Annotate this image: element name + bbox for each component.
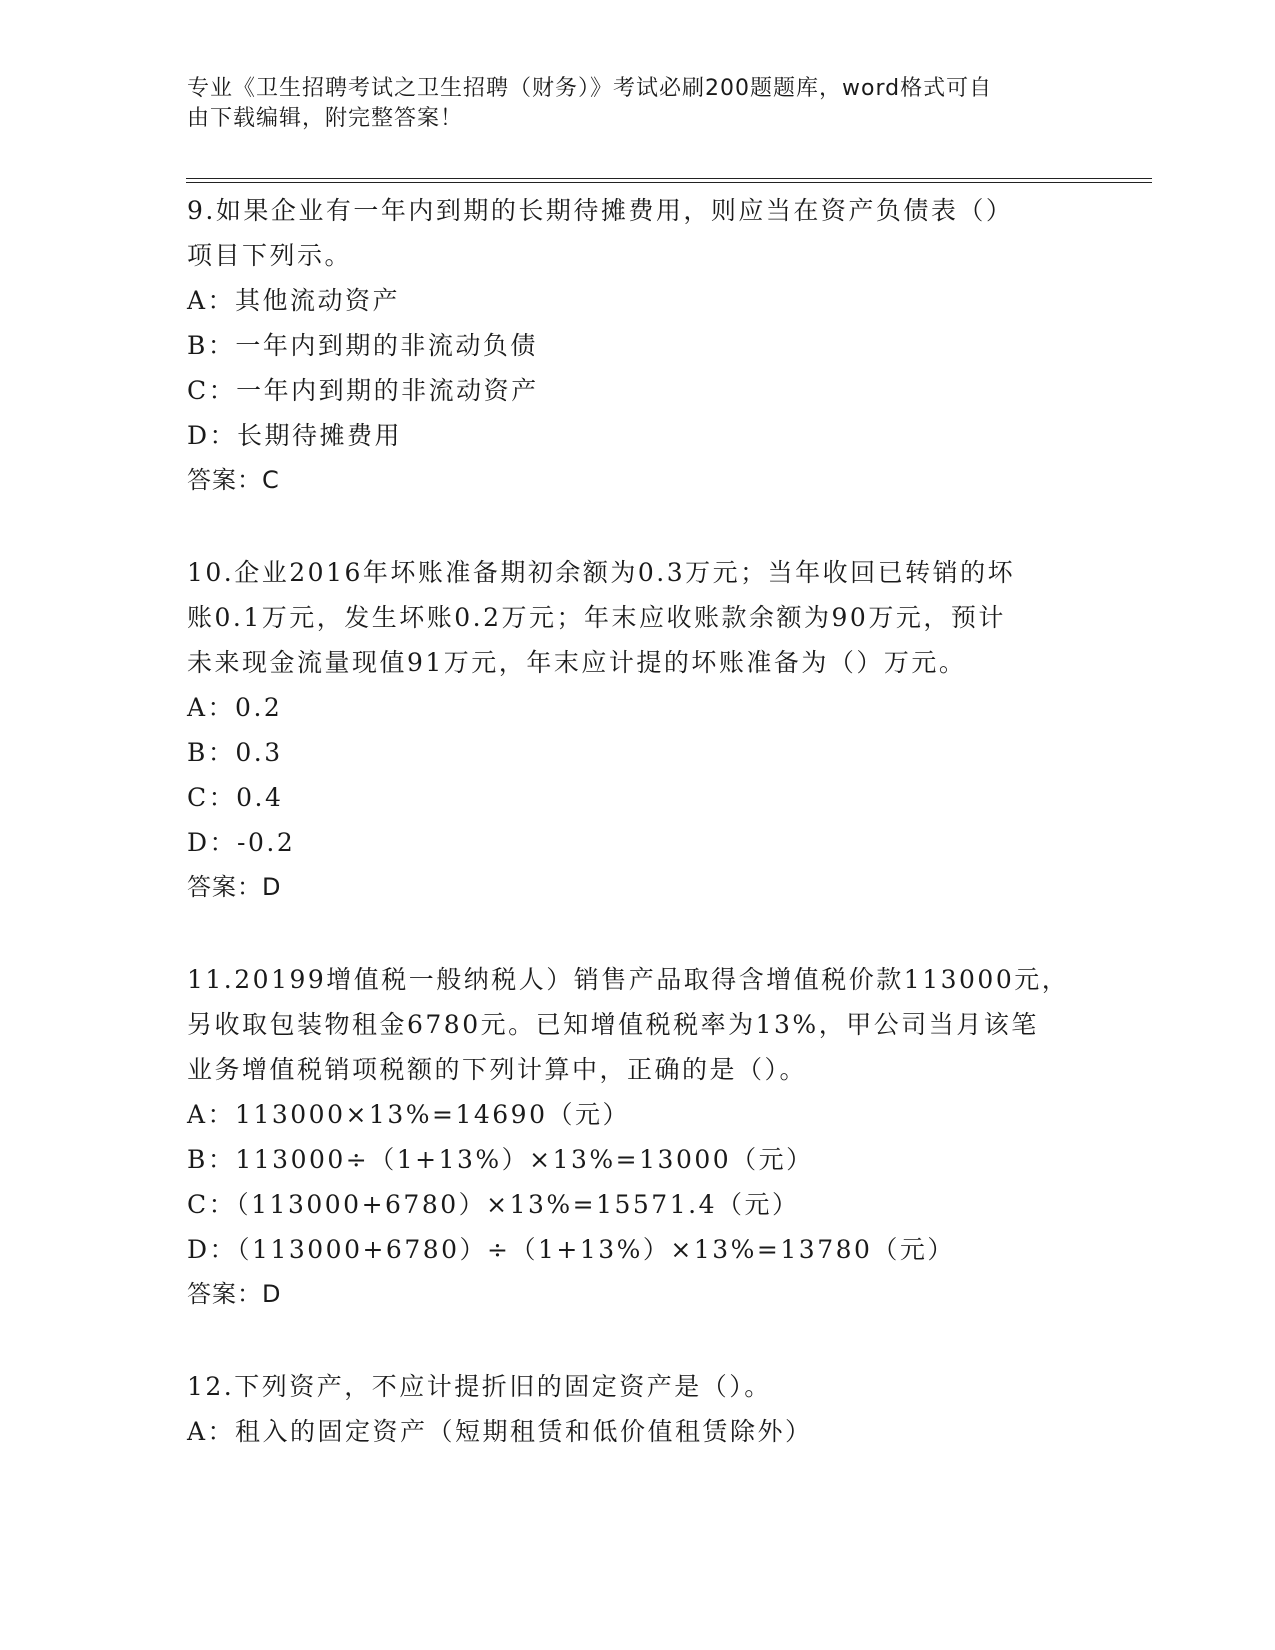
question-9 (187, 188, 1087, 502)
option-d: D：（113000+6780）÷（1+13%）×13%=13780（元） (187, 1235, 955, 1264)
question-stem: 11.20199增值税一般纳税人）销售产品取得含增值税价款113000元， (187, 965, 1070, 994)
answer-line: 答案：D (187, 873, 282, 901)
question-stem: 未来现金流量现值91万元，年末应计提的坏账准备为（）万元。 (187, 648, 967, 677)
option-a: A：租入的固定资产（短期租赁和低价值租赁除外） (187, 1417, 813, 1446)
option-a: A：其他流动资产 (187, 286, 401, 315)
question-stem: 9.如果企业有一年内到期的长期待摊费用，则应当在资产负债表（） (187, 196, 1014, 225)
option-b: B：113000÷（1+13%）×13%=13000（元） (187, 1145, 814, 1174)
question-stem: 12.下列资产，不应计提折旧的固定资产是（）。 (187, 1372, 772, 1401)
question-stem: 项目下列示。 (187, 241, 353, 270)
option-b: B：0.3 (187, 738, 283, 767)
question-stem: 另收取包装物租金6780元。已知增值税税率为13%，甲公司当月该笔 (187, 1010, 1039, 1039)
document-header (187, 74, 1077, 134)
option-a: A：113000×13%=14690（元） (187, 1100, 630, 1129)
option-d: D：-0.2 (187, 828, 296, 857)
question-stem: 账0.1万元，发生坏账0.2万元；年末应收账款余额为90万元，预计 (187, 603, 1006, 632)
question-12 (187, 1364, 1087, 1454)
answer-line: 答案：C (187, 466, 280, 494)
header-line-1: 专业《卫生招聘考试之卫生招聘（财务）》考试必刷200题题库，word格式可自 (187, 76, 993, 101)
question-stem: 业务增值税销项税额的下列计算中，正确的是（）。 (187, 1055, 808, 1084)
question-10 (187, 550, 1087, 909)
option-d: D：长期待摊费用 (187, 421, 403, 450)
question-11 (187, 957, 1087, 1316)
option-a: A：0.2 (187, 693, 283, 722)
option-c: C：0.4 (187, 783, 284, 812)
header-divider-bottom (186, 182, 1152, 183)
option-c: C：（113000+6780）×13%=15571.4（元） (187, 1190, 800, 1219)
option-b: B：一年内到期的非流动负债 (187, 331, 538, 360)
option-c: C：一年内到期的非流动资产 (187, 376, 539, 405)
question-stem: 10.企业2016年坏账准备期初余额为0.3万元；当年收回已转销的坏 (187, 558, 1016, 587)
question-list (187, 188, 1087, 1502)
answer-line: 答案：D (187, 1280, 282, 1308)
header-line-2: 由下载编辑，附完整答案！ (187, 106, 464, 131)
header-divider-top (186, 178, 1152, 179)
